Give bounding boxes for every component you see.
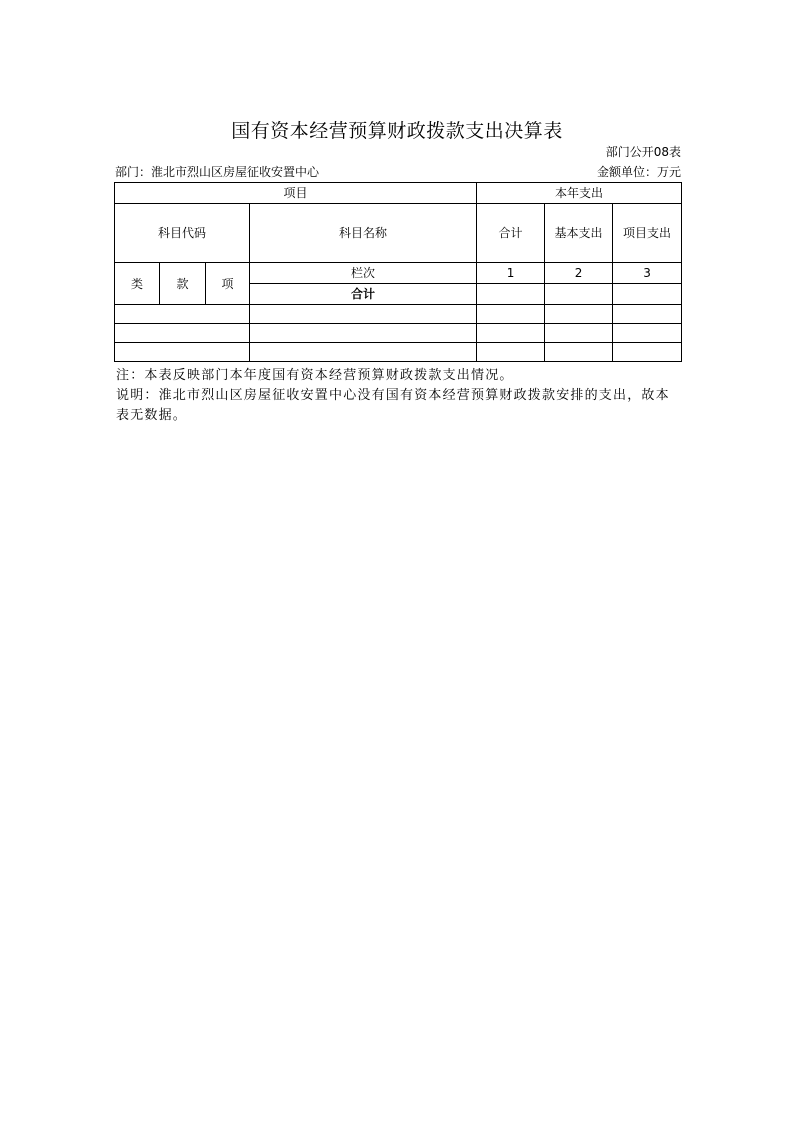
column-label: 栏次: [250, 263, 477, 284]
note-text: 注：本表反映部门本年度国有资本经营预算财政拨款支出情况。: [116, 368, 514, 383]
name-header: 科目名称: [250, 204, 477, 263]
basic-expense-header: 基本支出: [545, 204, 613, 263]
amount-unit-label: 金额单位：万元: [596, 165, 681, 179]
total-header: 合计: [477, 204, 545, 263]
column-number-3: 3: [613, 263, 682, 284]
header-row-2: [115, 204, 682, 263]
expenditure-table: [114, 182, 682, 362]
kuan-header: 款: [160, 263, 206, 305]
page-title: 国有资本经营预算财政拨款支出决算表: [231, 120, 563, 142]
total-row-label: 合计: [250, 284, 477, 305]
total-cell: [477, 284, 545, 305]
code-header: 科目代码: [115, 204, 250, 263]
column-number-2: 2: [545, 263, 613, 284]
explanation-text: 说明：淮北市烈山区房屋征收安置中心没有国有资本经营预算财政拨款安排的支出，故本表无数据。: [116, 388, 670, 423]
lei-header: 类: [115, 263, 160, 305]
table-row: [115, 305, 682, 324]
table-row: [115, 343, 682, 362]
basic-cell: [545, 284, 613, 305]
notes-section: [116, 366, 682, 426]
column-number-row: [115, 263, 682, 284]
form-number: 部门公开08表: [605, 145, 681, 159]
project-cell: [613, 284, 682, 305]
header-row-1: [115, 183, 682, 204]
expense-header: 本年支出: [477, 183, 682, 204]
department-label: 部门：淮北市烈山区房屋征收安置中心: [115, 165, 320, 179]
project-header: 项目: [115, 183, 477, 204]
project-expense-header: 项目支出: [613, 204, 682, 263]
xiang-header: 项: [206, 263, 250, 305]
table-row: [115, 324, 682, 343]
column-number-1: 1: [477, 263, 545, 284]
